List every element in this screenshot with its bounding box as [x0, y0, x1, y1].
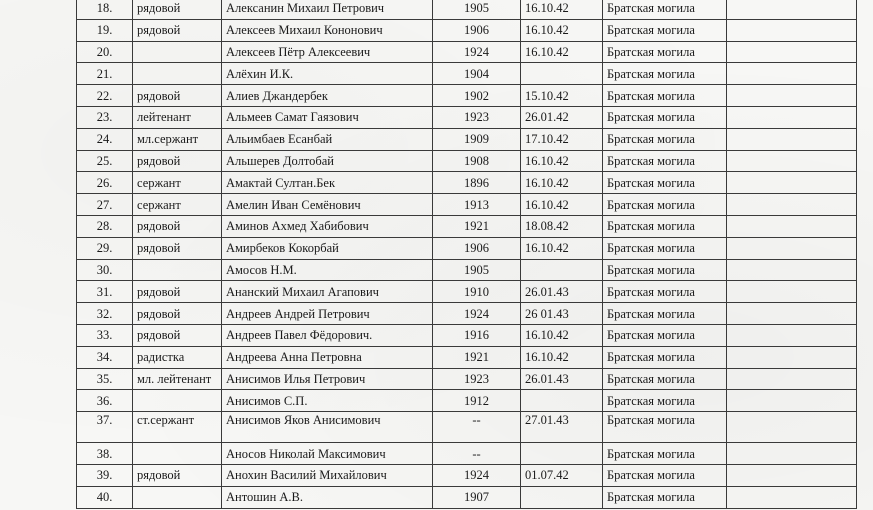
- table-row: [77, 41, 857, 63]
- table-row: [77, 19, 857, 41]
- death-date-cell: 16.10.42: [521, 0, 603, 19]
- empty-cell: [727, 281, 857, 303]
- rank-cell: [133, 486, 222, 508]
- row-number: 29.: [77, 237, 133, 259]
- rank-cell: рядовой: [133, 324, 222, 346]
- name-cell: Амелин Иван Семёнович: [222, 194, 433, 216]
- table-row: [77, 128, 857, 150]
- name-cell: Анисимов Илья Петрович: [222, 368, 433, 390]
- rank-cell: рядовой: [133, 85, 222, 107]
- rank-cell: рядовой: [133, 150, 222, 172]
- empty-cell: [727, 324, 857, 346]
- birth-year-cell: 1924: [433, 303, 521, 325]
- table-row: [77, 150, 857, 172]
- row-number: 27.: [77, 194, 133, 216]
- burial-place-cell: Братская могила: [603, 412, 727, 443]
- death-date-cell: 16.10.42: [521, 194, 603, 216]
- name-cell: Андреева Анна Петровна: [222, 346, 433, 368]
- name-cell: Андреев Павел Фёдорович.: [222, 324, 433, 346]
- table-row: [77, 324, 857, 346]
- table-row: [77, 464, 857, 486]
- death-date-cell: 18.08.42: [521, 215, 603, 237]
- table-row: [77, 281, 857, 303]
- birth-year-cell: 1913: [433, 194, 521, 216]
- rank-cell: сержант: [133, 194, 222, 216]
- empty-cell: [727, 303, 857, 325]
- burial-place-cell: Братская могила: [603, 368, 727, 390]
- name-cell: Амирбеков Кокорбай: [222, 237, 433, 259]
- rank-cell: [133, 443, 222, 465]
- rank-cell: рядовой: [133, 237, 222, 259]
- burial-place-cell: Братская могила: [603, 464, 727, 486]
- death-date-cell: 26.01.42: [521, 106, 603, 128]
- empty-cell: [727, 194, 857, 216]
- death-date-cell: 16.10.42: [521, 237, 603, 259]
- birth-year-cell: 1908: [433, 150, 521, 172]
- birth-year-cell: 1905: [433, 259, 521, 281]
- table-row: [77, 63, 857, 85]
- birth-year-cell: 1924: [433, 464, 521, 486]
- row-number: 22.: [77, 85, 133, 107]
- empty-cell: [727, 19, 857, 41]
- empty-cell: [727, 63, 857, 85]
- name-cell: Алексеев Михаил Кононович: [222, 19, 433, 41]
- empty-cell: [727, 0, 857, 19]
- death-date-cell: 26.01.43: [521, 281, 603, 303]
- row-number: 26.: [77, 172, 133, 194]
- rank-cell: мл.сержант: [133, 128, 222, 150]
- empty-cell: [727, 412, 857, 443]
- birth-year-cell: 1910: [433, 281, 521, 303]
- death-date-cell: [521, 259, 603, 281]
- burial-place-cell: Братская могила: [603, 259, 727, 281]
- name-cell: Анохин Василий Михайлович: [222, 464, 433, 486]
- name-cell: Алиев Джандербек: [222, 85, 433, 107]
- birth-year-cell: 1924: [433, 41, 521, 63]
- empty-cell: [727, 464, 857, 486]
- empty-cell: [727, 172, 857, 194]
- birth-year-cell: --: [433, 412, 521, 443]
- name-cell: Анисимов Яков Анисимович: [222, 412, 433, 443]
- row-number: 20.: [77, 41, 133, 63]
- rank-cell: мл. лейтенант: [133, 368, 222, 390]
- table-row: [77, 390, 857, 412]
- empty-cell: [727, 106, 857, 128]
- burial-place-cell: Братская могила: [603, 41, 727, 63]
- burial-place-cell: Братская могила: [603, 172, 727, 194]
- row-number: 32.: [77, 303, 133, 325]
- burial-place-cell: Братская могила: [603, 85, 727, 107]
- row-number: 21.: [77, 63, 133, 85]
- empty-cell: [727, 215, 857, 237]
- birth-year-cell: 1909: [433, 128, 521, 150]
- death-date-cell: 01.07.42: [521, 464, 603, 486]
- row-number: 37.: [77, 412, 133, 443]
- row-number: 23.: [77, 106, 133, 128]
- rank-cell: рядовой: [133, 215, 222, 237]
- rank-cell: [133, 63, 222, 85]
- birth-year-cell: 1905: [433, 0, 521, 19]
- burial-place-cell: Братская могила: [603, 150, 727, 172]
- birth-year-cell: 1916: [433, 324, 521, 346]
- name-cell: Андреев Андрей Петрович: [222, 303, 433, 325]
- row-number: 28.: [77, 215, 133, 237]
- empty-cell: [727, 390, 857, 412]
- name-cell: Антошин А.В.: [222, 486, 433, 508]
- death-date-cell: 17.10.42: [521, 128, 603, 150]
- name-cell: Амосов Н.М.: [222, 259, 433, 281]
- rank-cell: рядовой: [133, 464, 222, 486]
- name-cell: Аносов Николай Максимович: [222, 443, 433, 465]
- row-number: 31.: [77, 281, 133, 303]
- row-number: 30.: [77, 259, 133, 281]
- name-cell: Амактай Султан.Бек: [222, 172, 433, 194]
- roster-body: [77, 0, 857, 508]
- empty-cell: [727, 259, 857, 281]
- death-date-cell: [521, 390, 603, 412]
- birth-year-cell: 1906: [433, 237, 521, 259]
- burial-place-cell: Братская могила: [603, 237, 727, 259]
- birth-year-cell: 1904: [433, 63, 521, 85]
- death-date-cell: 16.10.42: [521, 324, 603, 346]
- row-number: 19.: [77, 19, 133, 41]
- row-number: 38.: [77, 443, 133, 465]
- birth-year-cell: 1923: [433, 368, 521, 390]
- empty-cell: [727, 41, 857, 63]
- burial-place-cell: Братская могила: [603, 281, 727, 303]
- empty-cell: [727, 346, 857, 368]
- death-date-cell: 16.10.42: [521, 150, 603, 172]
- birth-year-cell: 1921: [433, 215, 521, 237]
- table-row: [77, 303, 857, 325]
- row-number: 36.: [77, 390, 133, 412]
- birth-year-cell: --: [433, 443, 521, 465]
- rank-cell: [133, 41, 222, 63]
- death-date-cell: [521, 486, 603, 508]
- death-date-cell: 15.10.42: [521, 85, 603, 107]
- burial-place-cell: Братская могила: [603, 63, 727, 85]
- burial-place-cell: Братская могила: [603, 346, 727, 368]
- row-number: 34.: [77, 346, 133, 368]
- rank-cell: ст.сержант: [133, 412, 222, 443]
- rank-cell: сержант: [133, 172, 222, 194]
- table-row: [77, 194, 857, 216]
- burial-place-cell: Братская могила: [603, 128, 727, 150]
- death-date-cell: 26.01.43: [521, 368, 603, 390]
- table-row: [77, 215, 857, 237]
- death-date-cell: 26 01.43: [521, 303, 603, 325]
- empty-cell: [727, 443, 857, 465]
- death-date-cell: 16.10.42: [521, 19, 603, 41]
- burial-place-cell: Братская могила: [603, 106, 727, 128]
- empty-cell: [727, 237, 857, 259]
- rank-cell: лейтенант: [133, 106, 222, 128]
- burial-place-cell: Братская могила: [603, 390, 727, 412]
- row-number: 40.: [77, 486, 133, 508]
- death-date-cell: [521, 443, 603, 465]
- row-number: 25.: [77, 150, 133, 172]
- burial-place-cell: Братская могила: [603, 324, 727, 346]
- burial-place-cell: Братская могила: [603, 443, 727, 465]
- name-cell: Алексеев Пётр Алексеевич: [222, 41, 433, 63]
- name-cell: Альшерев Долтобай: [222, 150, 433, 172]
- birth-year-cell: 1912: [433, 390, 521, 412]
- name-cell: Альимбаев Есанбай: [222, 128, 433, 150]
- rank-cell: радистка: [133, 346, 222, 368]
- burial-place-cell: Братская могила: [603, 0, 727, 19]
- burial-place-cell: Братская могила: [603, 194, 727, 216]
- burial-place-cell: Братская могила: [603, 19, 727, 41]
- birth-year-cell: 1907: [433, 486, 521, 508]
- table-row: [77, 486, 857, 508]
- empty-cell: [727, 368, 857, 390]
- death-date-cell: 16.10.42: [521, 41, 603, 63]
- birth-year-cell: 1902: [433, 85, 521, 107]
- table-row: [77, 259, 857, 281]
- empty-cell: [727, 150, 857, 172]
- burial-roster-table: [76, 0, 857, 509]
- birth-year-cell: 1896: [433, 172, 521, 194]
- row-number: 35.: [77, 368, 133, 390]
- birth-year-cell: 1923: [433, 106, 521, 128]
- rank-cell: [133, 390, 222, 412]
- table-row: [77, 172, 857, 194]
- name-cell: Анисимов С.П.: [222, 390, 433, 412]
- death-date-cell: 16.10.42: [521, 346, 603, 368]
- table-row: [77, 0, 857, 19]
- name-cell: Алёхин И.К.: [222, 63, 433, 85]
- name-cell: Альмеев Самат Гаязович: [222, 106, 433, 128]
- rank-cell: [133, 259, 222, 281]
- name-cell: Аминов Ахмед Хабибович: [222, 215, 433, 237]
- burial-place-cell: Братская могила: [603, 303, 727, 325]
- death-date-cell: 27.01.43: [521, 412, 603, 443]
- birth-year-cell: 1906: [433, 19, 521, 41]
- empty-cell: [727, 128, 857, 150]
- table-row: [77, 85, 857, 107]
- rank-cell: рядовой: [133, 303, 222, 325]
- death-date-cell: 16.10.42: [521, 172, 603, 194]
- empty-cell: [727, 85, 857, 107]
- row-number: 39.: [77, 464, 133, 486]
- birth-year-cell: 1921: [433, 346, 521, 368]
- burial-place-cell: Братская могила: [603, 215, 727, 237]
- table-row: [77, 346, 857, 368]
- row-number: 33.: [77, 324, 133, 346]
- rank-cell: рядовой: [133, 281, 222, 303]
- name-cell: Алексанин Михаил Петрович: [222, 0, 433, 19]
- name-cell: Ананский Михаил Агапович: [222, 281, 433, 303]
- table-row: [77, 106, 857, 128]
- table-row: [77, 412, 857, 443]
- rank-cell: рядовой: [133, 19, 222, 41]
- table-row: [77, 237, 857, 259]
- death-date-cell: [521, 63, 603, 85]
- burial-place-cell: Братская могила: [603, 486, 727, 508]
- row-number: 24.: [77, 128, 133, 150]
- empty-cell: [727, 486, 857, 508]
- table-row: [77, 443, 857, 465]
- rank-cell: рядовой: [133, 0, 222, 19]
- row-number: 18.: [77, 0, 133, 19]
- table-row: [77, 368, 857, 390]
